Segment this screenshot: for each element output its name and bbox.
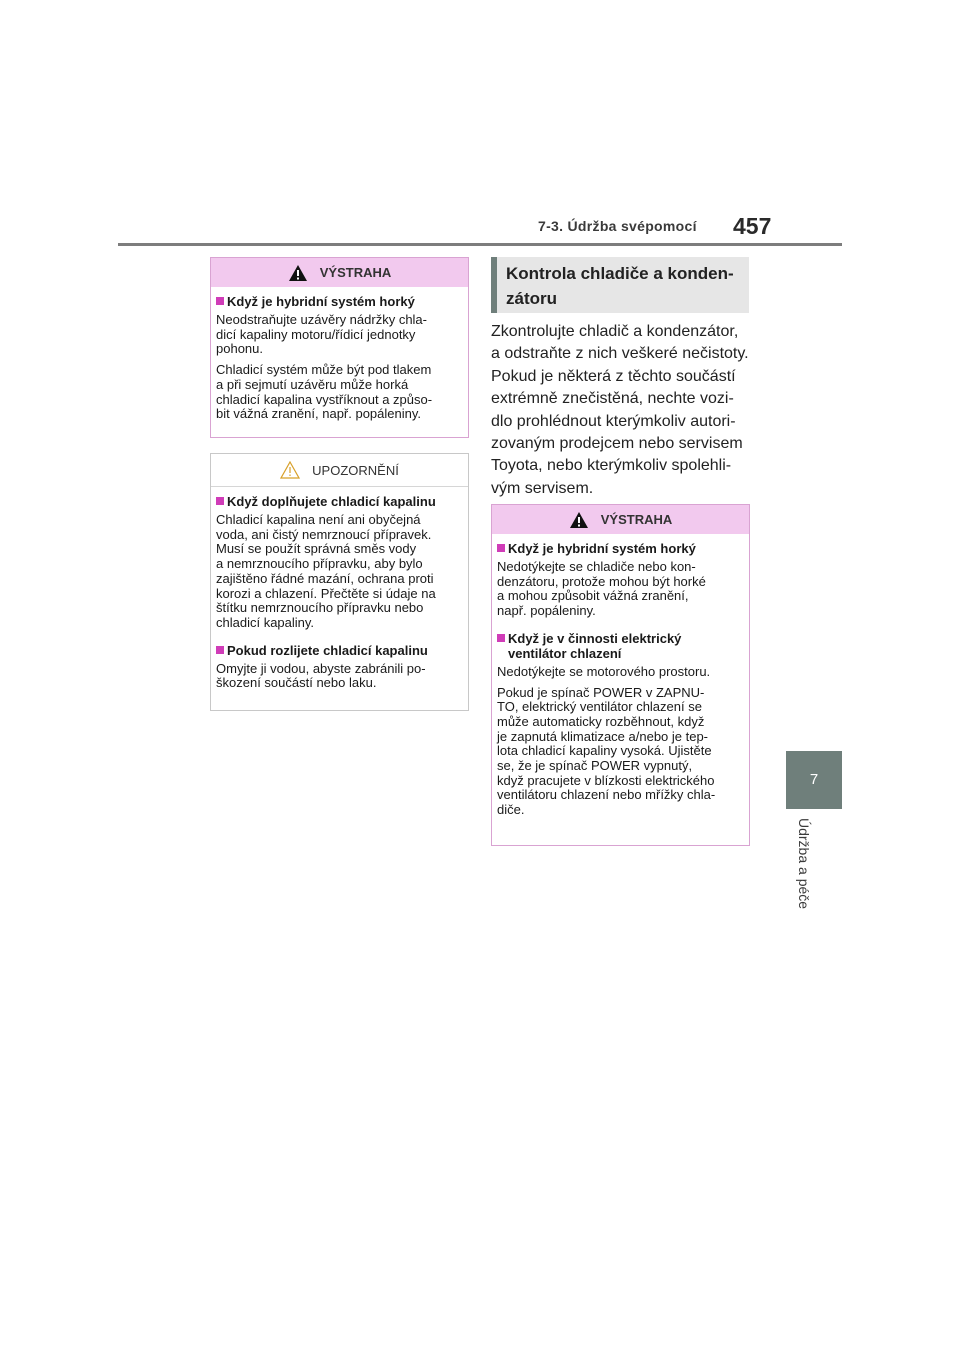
caution-box-header [211,454,468,487]
section-heading: Kontrola chladiče a konden- zátoru [491,257,749,313]
bullet-square-icon [216,646,224,654]
warning-triangle-icon [569,511,589,529]
bullet-square-icon [216,297,224,305]
warning-title: VÝSTRAHA [600,512,673,527]
caution-subheading: Když doplňujete chladicí kapalinu [216,494,463,509]
warning-paragraph: Pokud je spínač POWER v ZAPNU- TO, elektrický ventilátor chlazení se může automaticky rozběhnout, když je zapnutá klimatizace a/nebo je tep- lota chladicí kapaliny vysoká. Ujistěte se, že je spínač POWER vypnutý, když pracujete v blízkosti elektrického ventilátoru chlazení nebo mřížky chla- diče. [497,684,716,818]
bullet-square-icon [216,497,224,505]
bullet-square-icon [497,544,505,552]
caution-paragraph: Omyjte ji vodou, abyste zabránili po- škození součástí nebo laku. [216,660,426,691]
page-number: 457 [733,213,772,239]
warning-box-header [492,505,749,534]
body-text: Zkontrolujte chladič a kondenzátor, a odstraňte z nich veškeré nečistoty. Pokud je některá z těchto součástí extrémně znečistěná, nechte vozi- dlo prohlédnout kterýmkoliv autori- zovaným prodejcem nebo servisem Toyota, nebo kterýmkoliv spolehli- vým servisem. [491,323,749,497]
caution-triangle-icon [280,461,300,479]
warning-box-left [210,257,469,438]
warning-subheading: Když je v činnosti elektrický ventilátor chlazení [497,631,744,661]
warning-paragraph: Nedotýkejte se motorového prostoru. [497,663,711,679]
warning-title: VÝSTRAHA [319,265,392,280]
warning-subheading: Když je hybridní systém horký [216,294,463,309]
caution-title: UPOZORNĚNÍ [312,462,399,478]
warning-box-right [491,504,750,846]
caution-subheading: Pokud rozlijete chladicí kapalinu [216,643,463,658]
warning-paragraph: Neodstraňujte uzávěry nádržky chla- dicí kapaliny motoru/řídicí jednotky pohonu. [216,312,427,357]
warning-box-header [211,258,468,287]
header-divider [118,243,842,246]
warning-paragraph: Nedotýkejte se chladiče nebo kon- denzátoru, protože mohou být horké a mohou způsobit vážná zranění, např. popáleniny. [497,559,706,619]
warning-triangle-icon [288,264,308,282]
chapter-tab: 7 [786,751,842,809]
chapter-tab-label: Údržba a péče [796,818,812,910]
warning-paragraph: Chladicí systém může být pod tlakem a při sejmutí uzávěru může horká chladicí kapalina vystříknout a způso- bit vážná zranění, např. popáleniny. [216,362,433,422]
caution-paragraph: Chladicí kapalina není ani obyčejná voda, ani čistý nemrznoucí přípravek. Musí se použít správná směs vody a nemrznoucího přípravku, aby bylo zajištěno řádné mazání, ochrana proti korozi a chlazení. Přečtěte si údaje na štítku nemrznoucího přípravku nebo chladicí kapaliny. [216,512,436,630]
warning-subheading: Když je hybridní systém horký [497,541,744,556]
chapter-title: 7-3. Údržba svépomocí [538,218,697,234]
caution-box [210,453,469,711]
bullet-square-icon [497,634,505,642]
